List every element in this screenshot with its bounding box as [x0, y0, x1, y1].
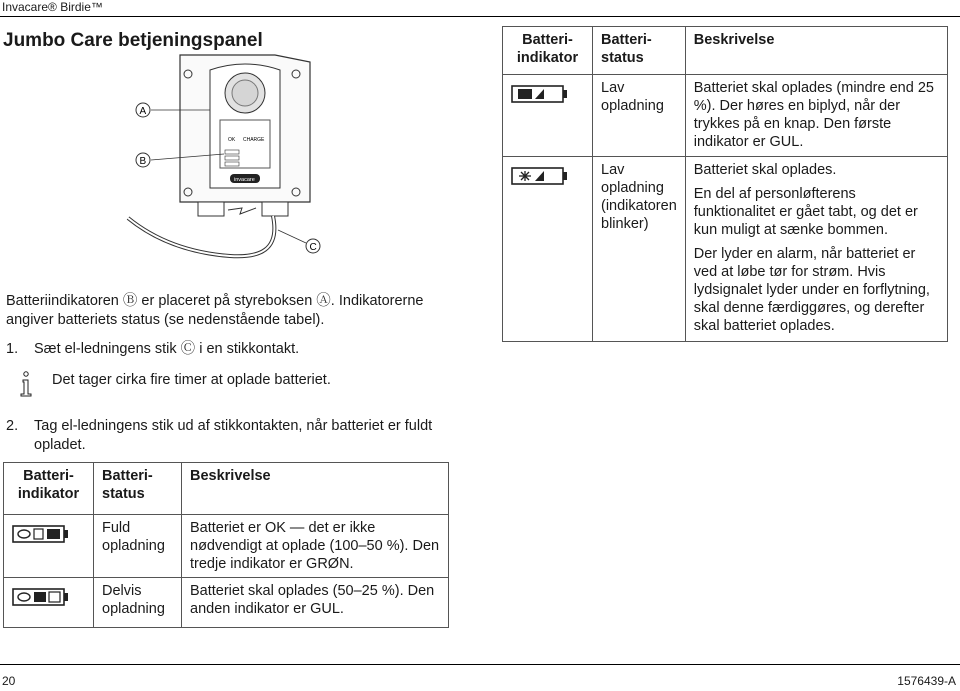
battery-low-icon — [511, 85, 569, 103]
table-row — [4, 515, 449, 578]
status-low-blinking: Lav opladning (indikatoren blinker) — [593, 157, 686, 342]
section-title: Jumbo Care betjeningspanel — [3, 30, 263, 51]
header-rule — [0, 16, 960, 17]
charge-label: CHARGE — [243, 137, 265, 143]
description-full: Batteriet er OK — det er ikke nødvendigt at oplade (100–50 %). Den tredje indikator er GRØN. — [182, 515, 449, 578]
callout-a: A — [139, 106, 147, 117]
status-full: Fuld opladning — [94, 515, 182, 578]
battery-partial-icon — [12, 588, 70, 606]
col-header-status: Batteri- status — [593, 27, 686, 75]
header-title: Invacare® Birdie™ — [2, 0, 103, 14]
description-low-blinking-3: Der lyder en alarm, når batteriet er ved at løbe tør for strøm. Hvis lydsignalet lyder under en forflytning, skal denne færdiggøres, og derefter skal batteriet oplades. — [693, 246, 930, 334]
callout-c: C — [309, 242, 317, 253]
col-header-description: Beskrivelse — [685, 27, 947, 75]
table-row — [4, 578, 449, 628]
col-header-indicator: Batteri- indikator — [503, 27, 593, 75]
ok-label: OK — [228, 137, 236, 143]
table-row — [503, 157, 948, 342]
battery-table-left — [3, 462, 449, 628]
callout-b: B — [139, 156, 147, 167]
col-header-status: Batteri- status — [94, 463, 182, 515]
note-text: Det tager cirka fire timer at oplade batteriet. — [52, 372, 331, 388]
step-1-number: 1. — [6, 341, 19, 357]
description-low-blinking-1: Batteriet skal oplades. — [693, 162, 837, 178]
step-2-text: Tag el-ledningens stik ud af stikkontakten, når batteriet er fuldt opladet. — [34, 418, 433, 453]
status-partial: Delvis opladning — [94, 578, 182, 628]
col-header-indicator: Batteri- indikator — [4, 463, 94, 515]
intro-text: Batteriindikatoren Ⓑ er placeret på styreboksen Ⓐ. Indikatorerne angiver batteriets status (se nedenstående tabel). — [6, 293, 424, 328]
battery-full-icon — [12, 525, 70, 543]
col-header-description: Beskrivelse — [182, 463, 449, 515]
status-low: Lav opladning — [593, 75, 686, 157]
description-low-blinking-2: En del af personløfterens funktionalitet er gået tabt, og det er kun muligt at sænke bommen. — [693, 186, 918, 238]
description-partial: Batteriet skal oplades (50–25 %). Den anden indikator er GUL. — [182, 578, 449, 628]
logo-text: invacare — [234, 177, 255, 183]
battery-low-blinking-icon — [511, 167, 569, 185]
control-box-figure — [110, 50, 340, 265]
table-row — [503, 75, 948, 157]
battery-table-right — [502, 26, 948, 342]
document-id: 1576439-A — [897, 674, 956, 688]
info-icon — [18, 370, 34, 398]
page-number: 20 — [2, 674, 16, 688]
step-1-text: Sæt el-ledningens stik Ⓒ i en stikkontakt. — [34, 341, 300, 357]
footer-rule — [0, 664, 960, 665]
step-2-number: 2. — [6, 418, 19, 434]
description-low: Batteriet skal oplades (mindre end 25 %). Der høres en biplyd, når der trykkes på en knap. Den første indikator er GUL. — [685, 75, 947, 157]
